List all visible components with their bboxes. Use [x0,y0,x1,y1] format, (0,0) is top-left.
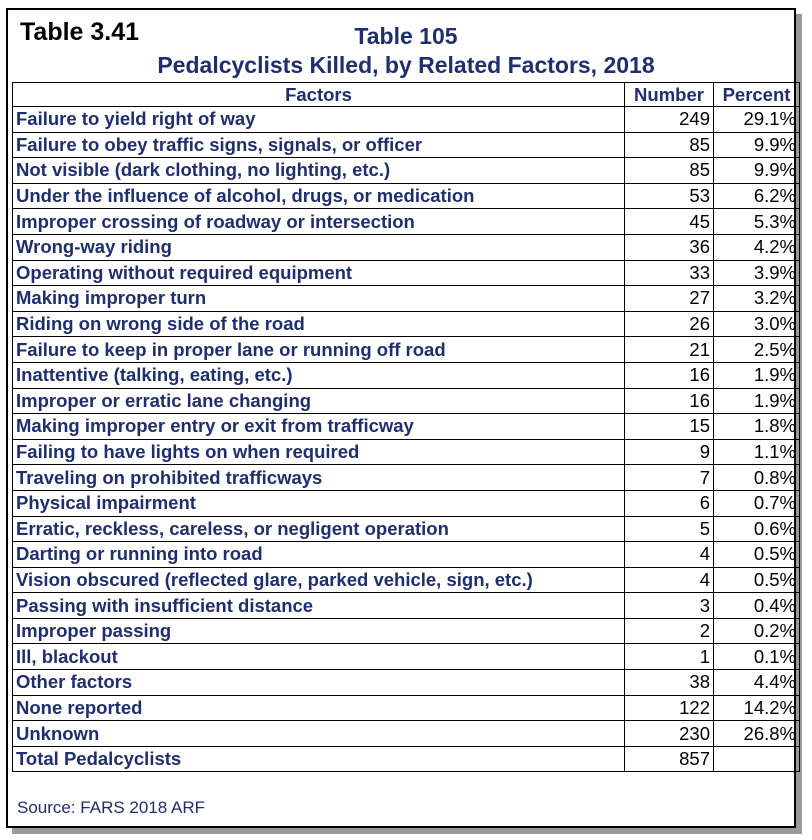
row-factor: Under the influence of alcohol, drugs, or medication [13,183,625,209]
row-percent: 9.9% [714,132,800,158]
row-number: 85 [625,158,714,184]
row-number: 7 [625,465,714,491]
table-row [13,439,800,465]
row-percent: 0.7% [714,490,800,516]
row-number: 16 [625,362,714,388]
row-factor: Making improper entry or exit from trafficway [13,414,625,440]
table-row [13,721,800,747]
total-number: 857 [625,746,714,772]
table-row [13,388,800,414]
row-number: 15 [625,414,714,440]
row-number: 230 [625,721,714,747]
total-label: Total Pedalcyclists [13,746,625,772]
row-factor: Operating without required equipment [13,260,625,286]
table-row [13,567,800,593]
table-row [13,337,800,363]
table-row [13,234,800,260]
row-percent: 4.4% [714,670,800,696]
table-row [13,311,800,337]
row-factor: Inattentive (talking, eating, etc.) [13,362,625,388]
row-number: 2 [625,618,714,644]
table-label: Table 3.41 [20,18,140,46]
row-percent: 1.9% [714,388,800,414]
row-factor: Riding on wrong side of the road [13,311,625,337]
total-row [13,746,800,772]
row-number: 21 [625,337,714,363]
row-factor: Physical impairment [13,490,625,516]
table-row [13,362,800,388]
row-number: 16 [625,388,714,414]
row-number: 33 [625,260,714,286]
table-row [13,183,800,209]
row-number: 1 [625,644,714,670]
row-percent: 0.5% [714,542,800,568]
header-percent: Percent [714,83,800,107]
row-number: 53 [625,183,714,209]
table-row [13,593,800,619]
table-row [13,286,800,312]
table-body [13,107,800,747]
row-factor: Passing with insufficient distance [13,593,625,619]
row-factor: Other factors [13,670,625,696]
row-percent: 0.8% [714,465,800,491]
table-row [13,618,800,644]
row-percent: 0.1% [714,644,800,670]
data-table [12,82,800,772]
row-percent: 1.9% [714,362,800,388]
row-number: 85 [625,132,714,158]
row-number: 5 [625,516,714,542]
row-number: 38 [625,670,714,696]
row-percent: 3.9% [714,260,800,286]
row-factor: Failure to obey traffic signs, signals, or officer [13,132,625,158]
row-percent: 6.2% [714,183,800,209]
row-percent: 4.2% [714,234,800,260]
row-number: 249 [625,107,714,133]
table-row [13,260,800,286]
row-factor: Improper or erratic lane changing [13,388,625,414]
table-row [13,490,800,516]
row-number: 4 [625,542,714,568]
row-percent: 26.8% [714,721,800,747]
row-factor: Failing to have lights on when required [13,439,625,465]
row-number: 27 [625,286,714,312]
row-percent: 29.1% [714,107,800,133]
table-row [13,542,800,568]
row-factor: Darting or running into road [13,542,625,568]
table-row [13,158,800,184]
row-factor: Not visible (dark clothing, no lighting, etc.) [13,158,625,184]
table-row [13,644,800,670]
header-factors: Factors [13,83,625,107]
table-row [13,107,800,133]
row-factor: Improper crossing of roadway or intersection [13,209,625,235]
row-percent: 0.4% [714,593,800,619]
row-factor: Failure to yield right of way [13,107,625,133]
row-percent: 0.2% [714,618,800,644]
row-percent: 2.5% [714,337,800,363]
row-number: 9 [625,439,714,465]
source-note: Source: FARS 2018 ARF [17,798,206,817]
total-percent-empty [714,746,800,772]
row-factor: Making improper turn [13,286,625,312]
row-factor: Ill, blackout [13,644,625,670]
row-factor: Erratic, reckless, careless, or negligent operation [13,516,625,542]
row-number: 45 [625,209,714,235]
header-number: Number [625,83,714,107]
table-row [13,465,800,491]
row-percent: 3.2% [714,286,800,312]
table-row [13,516,800,542]
row-number: 122 [625,695,714,721]
row-factor: None reported [13,695,625,721]
row-percent: 0.6% [714,516,800,542]
row-number: 3 [625,593,714,619]
table-row [13,670,800,696]
row-factor: Vision obscured (reflected glare, parked vehicle, sign, etc.) [13,567,625,593]
row-factor: Traveling on prohibited trafficways [13,465,625,491]
row-percent: 1.1% [714,439,800,465]
row-percent: 0.5% [714,567,800,593]
row-factor: Wrong-way riding [13,234,625,260]
table-row [13,132,800,158]
table-title: Pedalcyclists Killed, by Related Factors, 2018 [157,52,655,78]
row-percent: 3.0% [714,311,800,337]
row-factor: Failure to keep in proper lane or running off road [13,337,625,363]
row-factor: Unknown [13,721,625,747]
table-number: Table 105 [354,23,458,49]
row-percent: 1.8% [714,414,800,440]
row-factor: Improper passing [13,618,625,644]
row-percent: 5.3% [714,209,800,235]
table-row [13,209,800,235]
row-number: 6 [625,490,714,516]
row-percent: 14.2% [714,695,800,721]
table-row [13,695,800,721]
header-row [13,83,800,107]
row-number: 26 [625,311,714,337]
row-number: 36 [625,234,714,260]
table-row [13,414,800,440]
row-number: 4 [625,567,714,593]
row-percent: 9.9% [714,158,800,184]
